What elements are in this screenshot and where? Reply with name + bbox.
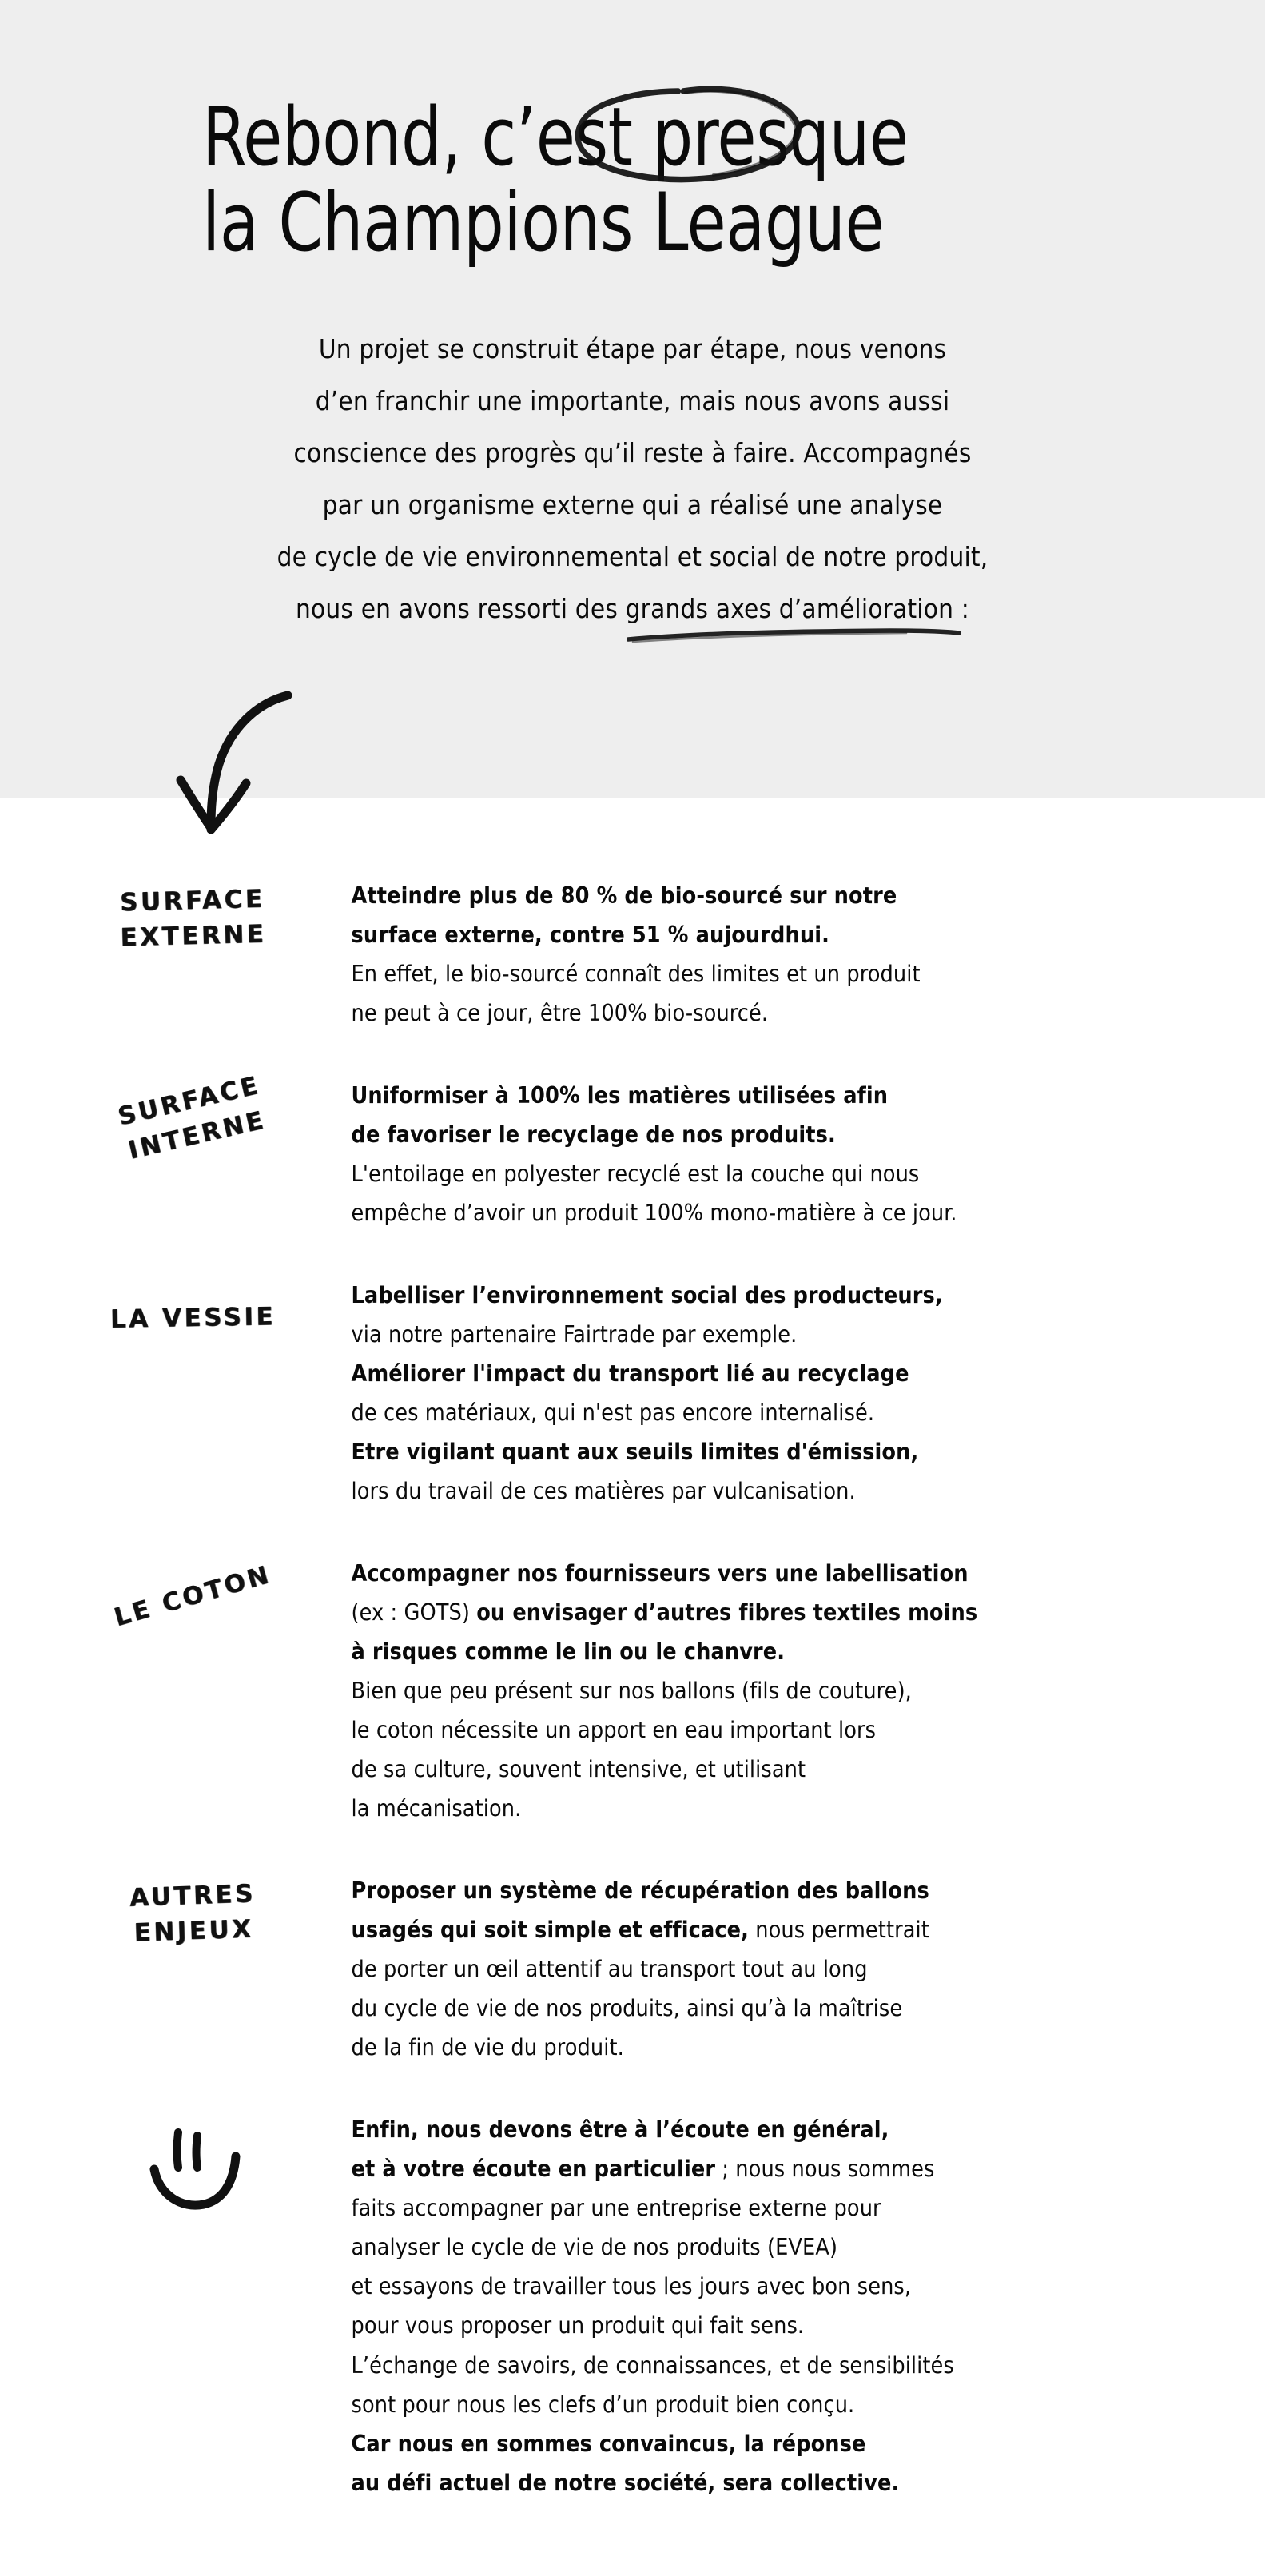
section-line-part: nous permettrait bbox=[749, 1917, 929, 1944]
intro-paragraph bbox=[177, 323, 1088, 635]
improvement-axes-list bbox=[0, 798, 1265, 2576]
section-line: Bien que peu présent sur nos ballons (fils de couture), bbox=[351, 1678, 912, 1705]
section-body-surface-interne bbox=[321, 1074, 1200, 1232]
section-line: Atteindre plus de 80 % de bio-sourcé sur notre bbox=[351, 882, 897, 909]
section-line bbox=[352, 2149, 1200, 2188]
section-label-surface-interne: SURFACE INTERNE bbox=[115, 1070, 269, 1165]
section-body-le-coton bbox=[321, 1552, 1200, 1828]
intro-line-5: de cycle de vie environnemental et social de notre produit, bbox=[276, 541, 989, 573]
section-line-part: ou envisager d’autres fibres textiles moins bbox=[476, 1599, 978, 1626]
section-label-wrapper bbox=[66, 1869, 321, 1949]
section-line: le coton nécessite un apport en eau important lors bbox=[351, 1717, 877, 1744]
section-label-wrapper bbox=[66, 1070, 321, 1165]
section-line: et essayons de travailler tous les jours avec bon sens, bbox=[351, 2273, 912, 2300]
section-body-autres-enjeux bbox=[321, 1869, 1200, 2067]
section-line: Labelliser l’environnement social des producteurs, bbox=[351, 1282, 943, 1309]
section-line: de favoriser le recyclage de nos produits. bbox=[351, 1121, 836, 1149]
section-line-part: ; nous nous sommes bbox=[715, 2156, 935, 2183]
hero-banner bbox=[0, 0, 1265, 798]
section-label-la-vessie: LA VESSIE bbox=[109, 1302, 276, 1334]
page-title-line-2: la Champions League bbox=[201, 175, 884, 270]
section-line: empêche d’avoir un produit 100% mono-matière à ce jour. bbox=[351, 1200, 957, 1227]
section-line: Améliorer l'impact du transport lié au recyclage bbox=[351, 1360, 909, 1388]
section-line bbox=[352, 1910, 1200, 1949]
section-line: Accompagner nos fournisseurs vers une labellisation bbox=[351, 1560, 969, 1587]
section-line: pour vous proposer un produit qui fait sens. bbox=[351, 2312, 805, 2339]
section-line bbox=[352, 1593, 1200, 1632]
section-line: du cycle de vie de nos produits, ainsi qu’à la maîtrise bbox=[351, 1995, 903, 2022]
section-surface-externe bbox=[66, 874, 1200, 1074]
section-line: analyser le cycle de vie de nos produits (EVEA) bbox=[351, 2234, 838, 2261]
section-line: L'entoilage en polyester recyclé est la couche qui nous bbox=[351, 1161, 920, 1188]
section-line: la mécanisation. bbox=[351, 1795, 522, 1822]
section-autres-enjeux bbox=[66, 1869, 1200, 2108]
intro-line-2: d’en franchir une importante, mais nous avons aussi bbox=[315, 385, 950, 417]
page-title-line-1: Rebond, c’est presque bbox=[201, 90, 909, 184]
section-label-autres-enjeux: AUTRES ENJEUX bbox=[129, 1879, 257, 1948]
section-line-part: (ex : GOTS) bbox=[351, 1599, 477, 1626]
intro-line-3: conscience des progrès qu’il reste à faire. Accompagnés bbox=[293, 437, 972, 469]
section-line: lors du travail de ces matières par vulcanisation. bbox=[351, 1478, 856, 1505]
section-line: Car nous en sommes convaincus, la réponse bbox=[351, 2430, 866, 2457]
section-line-part: usagés qui soit simple et efficace, bbox=[351, 1917, 750, 1944]
section-line: de porter un œil attentif au transport tout au long bbox=[351, 1956, 868, 1983]
section-line-part: et à votre écoute en particulier bbox=[351, 2156, 716, 2183]
section-line: Uniformiser à 100% les matières utilisées afin bbox=[351, 1082, 889, 1109]
section-label-le-coton: LE COTON bbox=[111, 1560, 275, 1633]
section-line: faits accompagner par une entreprise externe pour bbox=[351, 2195, 881, 2222]
intro-line-1: Un projet se construit étape par étape, nous venons bbox=[318, 333, 947, 365]
section-body-conclusion bbox=[321, 2108, 1200, 2502]
section-label-wrapper bbox=[66, 2108, 321, 2216]
intro-line-4: par un organisme externe qui a réalisé une analyse bbox=[322, 489, 943, 521]
section-la-vessie bbox=[66, 1274, 1200, 1552]
section-line: ne peut à ce jour, être 100% bio-sourcé. bbox=[351, 1000, 769, 1027]
section-line: L’échange de savoirs, de connaissances, et de sensibilités bbox=[351, 2351, 954, 2379]
section-le-coton bbox=[66, 1552, 1200, 1869]
section-surface-interne bbox=[66, 1070, 1200, 1274]
intro-line-6: nous en avons ressorti des grands axes d’amélioration : bbox=[296, 593, 969, 625]
section-label-wrapper bbox=[66, 874, 321, 954]
smiley-icon bbox=[141, 2121, 245, 2216]
section-line: Enfin, nous devons être à l’écoute en général, bbox=[351, 2116, 889, 2144]
section-line: via notre partenaire Fairtrade par exemple. bbox=[351, 1321, 798, 1348]
section-body-surface-externe bbox=[321, 874, 1200, 1033]
section-label-wrapper bbox=[66, 1552, 321, 1632]
section-line: sont pour nous les clefs d’un produit bien conçu. bbox=[351, 2391, 855, 2418]
section-line: Etre vigilant quant aux seuils limites d'émission, bbox=[351, 1439, 919, 1466]
section-label-surface-externe: SURFACE EXTERNE bbox=[119, 884, 267, 953]
page-title bbox=[161, 90, 991, 270]
section-label-wrapper bbox=[66, 1274, 321, 1354]
section-line: surface externe, contre 51 % aujourdhui. bbox=[351, 922, 829, 949]
section-line: Proposer un système de récupération des ballons bbox=[351, 1877, 929, 1905]
section-line: de la fin de vie du produit. bbox=[351, 2034, 624, 2061]
section-conclusion bbox=[66, 2108, 1200, 2543]
section-line: de sa culture, souvent intensive, et utilisant bbox=[351, 1756, 806, 1783]
section-line: En effet, le bio-sourcé connaît des limites et un produit bbox=[351, 961, 921, 988]
section-line: de ces matériaux, qui n'est pas encore internalisé. bbox=[351, 1399, 875, 1427]
section-line: au défi actuel de notre société, sera collective. bbox=[351, 2469, 900, 2496]
section-line: à risques comme le lin ou le chanvre. bbox=[351, 1638, 786, 1666]
section-body-la-vessie bbox=[321, 1274, 1200, 1511]
